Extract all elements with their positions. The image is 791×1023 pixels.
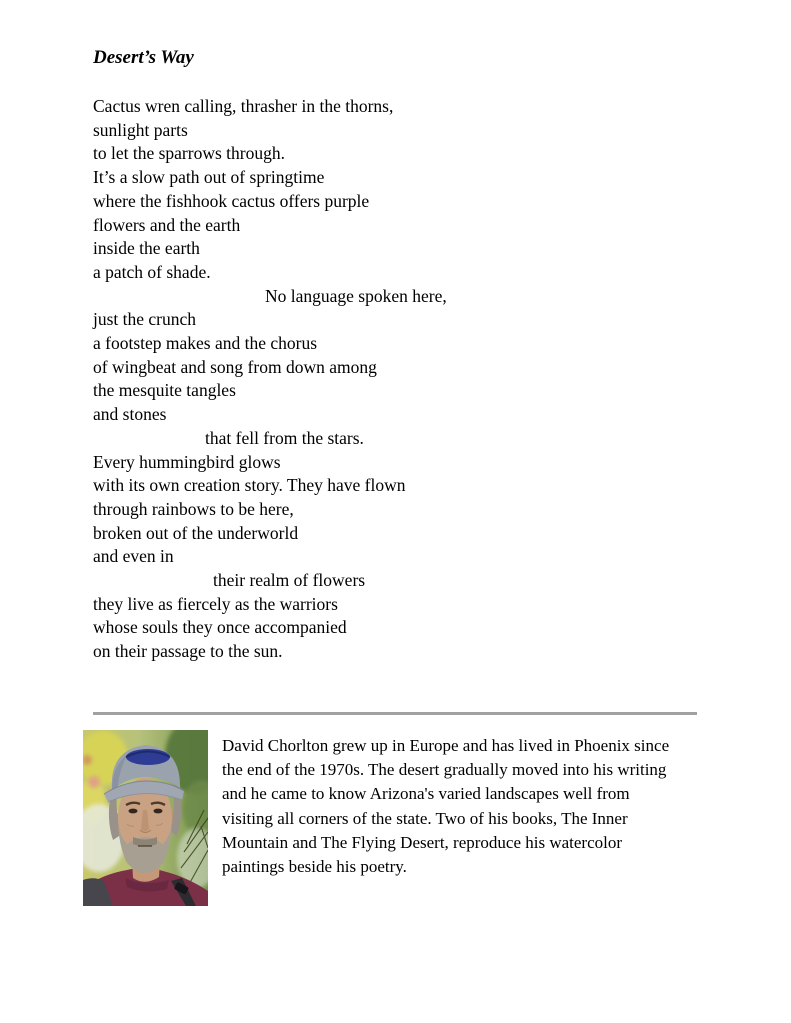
poem-line: to let the sparrows through. — [93, 143, 285, 164]
poem-line: they live as fiercely as the warriors — [93, 593, 338, 614]
poem-line: and even in — [93, 546, 174, 567]
poem-line: just the crunch — [93, 309, 197, 330]
poem-line: that fell from the stars. — [205, 427, 364, 448]
poem-line: through rainbows to be here, — [93, 498, 294, 519]
poem-line: whose souls they once accompanied — [93, 617, 347, 638]
poem-line: sunlight parts — [93, 119, 188, 140]
poem-line: a patch of shade. — [93, 261, 211, 282]
poem-line: Cactus wren calling, thrasher in the thorns, — [93, 96, 394, 116]
author-photo — [83, 730, 208, 906]
section-divider — [93, 712, 697, 715]
poem-line: of wingbeat and song from down among — [93, 356, 377, 377]
poem-line: and stones — [93, 404, 167, 425]
poem-line: their realm of flowers — [213, 570, 366, 591]
poem-line: with its own creation story. They have flown — [93, 475, 406, 496]
poem-line: broken out of the underworld — [93, 522, 299, 543]
poem-line: flowers and the earth — [93, 214, 241, 235]
poem-line: No language spoken here, — [265, 285, 447, 306]
poem-line: on their passage to the sun. — [93, 641, 283, 662]
bio-line: paintings beside his poetry. — [222, 857, 407, 877]
bio-line: visiting all corners of the state. Two of his books, The Inner — [222, 808, 628, 828]
poem-line: the mesquite tangles — [93, 380, 236, 401]
poem-line: Every hummingbird glows — [93, 451, 281, 472]
bio-line: the end of the 1970s. The desert gradually moved into his writing — [222, 760, 667, 780]
poem-line: It’s a slow path out of springtime — [93, 167, 325, 188]
poem-title: Desert’s Way — [93, 47, 194, 68]
poem-line: where the fishhook cactus offers purple — [93, 190, 370, 211]
bio-line: David Chorlton grew up in Europe and has lived in Phoenix since — [222, 736, 670, 755]
bio-text — [222, 734, 722, 879]
bio-line: Mountain and The Flying Desert, reproduce his watercolor — [222, 832, 623, 852]
poem-line: inside the earth — [93, 238, 200, 259]
bio-line: and he came to know Arizona's varied landscapes well from — [222, 784, 630, 804]
poem-line: a footstep makes and the chorus — [93, 333, 318, 354]
poem-body — [93, 95, 447, 664]
